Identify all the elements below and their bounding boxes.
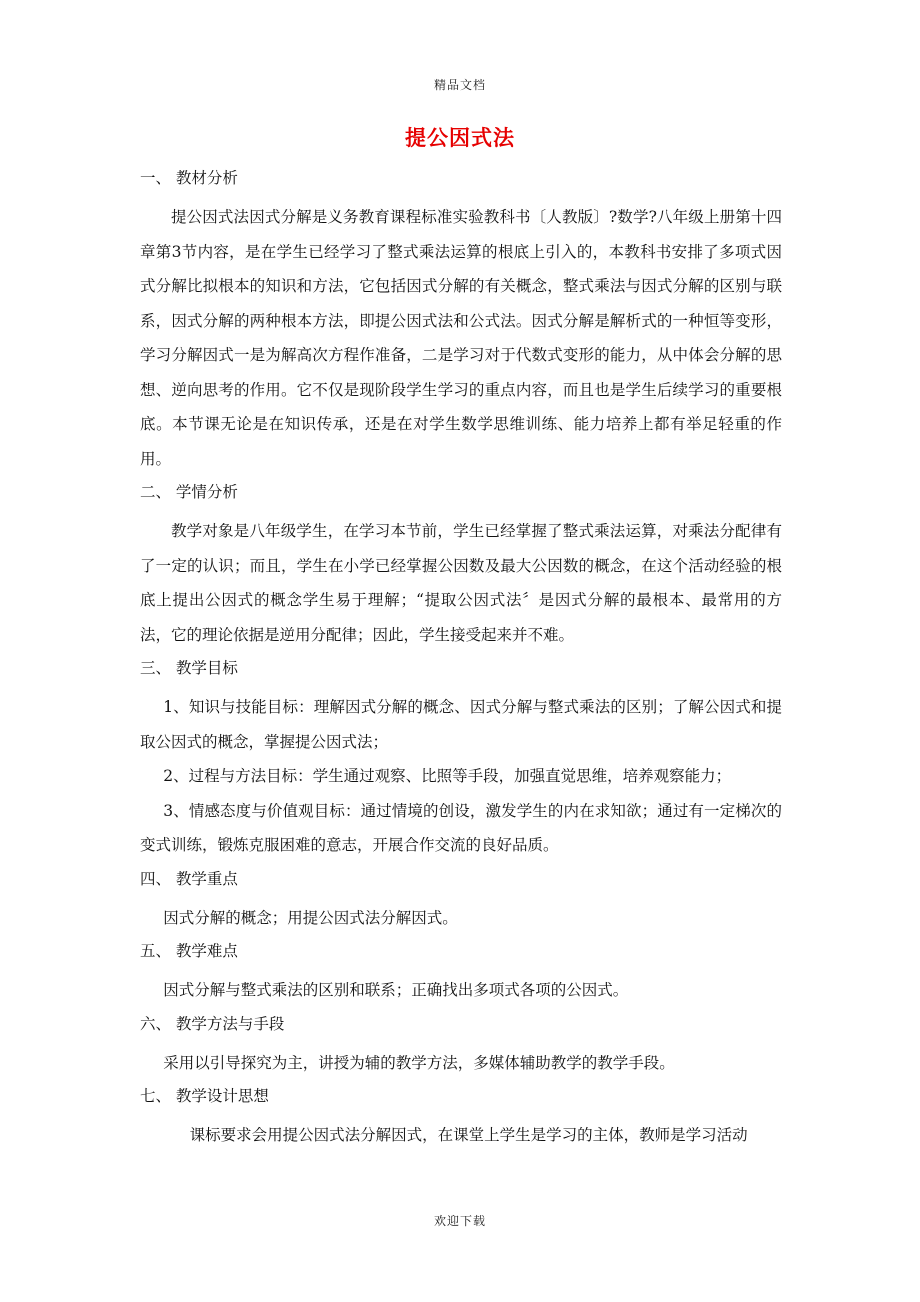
section-paragraph-5: 因式分解与整式乘法的区别和联系；正确找出多项式各项的公因式。 (163, 981, 629, 999)
section-heading-6: 六、 教学方法与手段 (140, 1014, 285, 1033)
section-paragraph-6: 采用以引导探究为主，讲授为辅的教学方法，多媒体辅助教学的教学手段。 (163, 1053, 675, 1072)
section-heading-5: 五、 教学难点 (140, 942, 238, 960)
document-title: 提公因式法 (405, 125, 515, 150)
goal-item-3: 3、情感态度与价值观目标：通过情境的创设，激发学生的内在求知欲；通过有一定梯次的变式训练，锻炼克服困难的意志，开展合作交流的良好品质。 (140, 801, 782, 854)
goal-item-1: 1、知识与技能目标：理解因式分解的概念、因式分解与整式乘法的区别；了解公因式和提取公因式的概念，掌握提公因式法； (140, 698, 782, 751)
section-heading-1: 一、 教材分析 (140, 169, 238, 187)
goal-item-2: 2、过程与方法目标：学生通过观察、比照等手段，加强直觉思维，培养观察能力； (163, 767, 732, 785)
section-paragraph-4: 因式分解的概念；用提公因式法分解因式。 (163, 908, 458, 927)
document-body (140, 162, 782, 1153)
section-paragraph-1: 提公因式法因式分解是义务教育课程标准实验教科书〔人教版〕?数学?八年级上册第十四章第3节内容，是在学生已经学习了整式乘法运算的根底上引入的，本教科书安排了多项式因式分解比拟根本的知识和方法，它包括因式分解的有关概念，整式乘法与因式分解的区别与联系，因式分解的两种根本方法，即提公因式法和公式法。因式分解是解析式的一种恒等变形，学习分解因式一是为解高次方程作准备，二是学习对于代数式变形的能力，从中体会分解的思想、逆向思考的作用。它不仅是现阶段学生学习的重点内容，而且也是学生后续学习的重要根底。本节课无论是在知识传承，还是在对学生数学思维训练、能力培养上都有举足轻重的作用。 (140, 208, 782, 468)
section-paragraph-7: 课标要求会用提公因式法分解因式，在课堂上学生是学习的主体，教师是学习活动 (189, 1126, 748, 1144)
section-heading-4: 四、 教学重点 (140, 869, 238, 888)
section-paragraph-2: 教学对象是八年级学生，在学习本节前，学生已经掌握了整式乘法运算，对乘法分配律有了一定的认识；而且，学生在小学已经掌握公因数及最大公因数的概念，在这个活动经验的根底上提出公因式的概念学生易于理解；“提取公因式法〞是因式分解的最根本、最常用的方法，它的理论依据是逆用分配律；因此，学生接受起来并不难。 (140, 522, 782, 644)
section-heading-3: 三、 教学目标 (140, 659, 238, 677)
page-footer: 欢迎下载 (433, 1214, 486, 1228)
section-heading-2: 二、 学情分析 (140, 483, 238, 501)
section-heading-7: 七、 教学设计思想 (140, 1087, 269, 1105)
page-header: 精品文档 (433, 78, 486, 92)
